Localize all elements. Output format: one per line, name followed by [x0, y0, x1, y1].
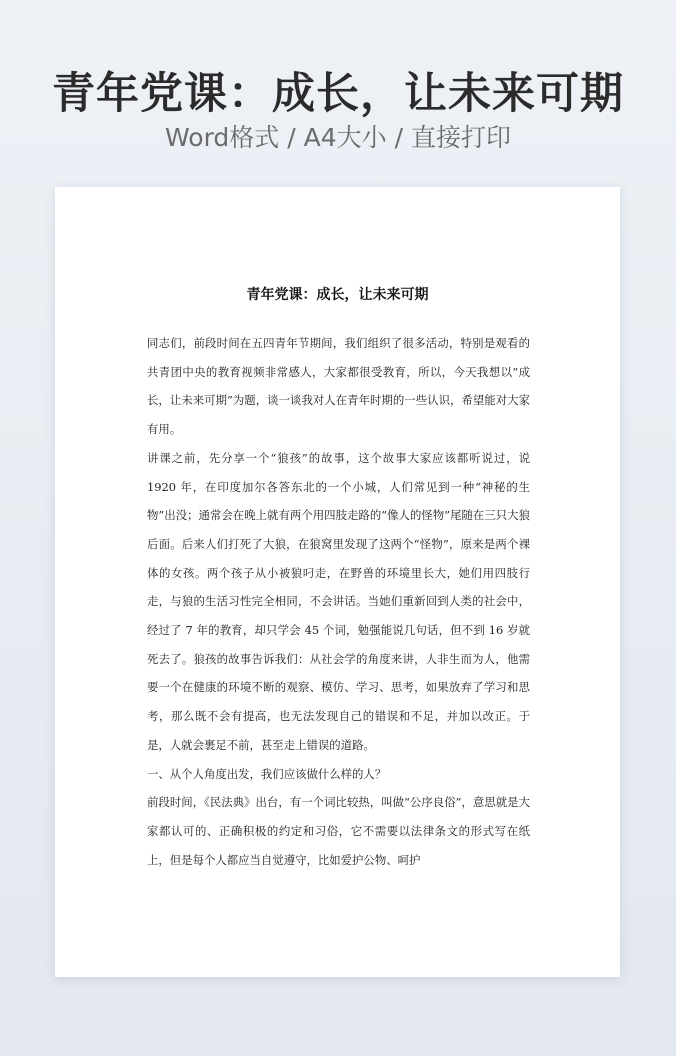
- document-title: 青年党课：成长，让未来可期: [246, 287, 429, 303]
- section-heading: 一、从个人角度出发，我们应该做什么样的人？: [147, 766, 387, 781]
- document-page: [55, 187, 620, 977]
- paragraph-civil-code: 前段时间，《民法典》出台，有一个词比较热，叫做“公序良俗”，意思就是大家都认可的、正确积极的约定和习俗，它不需要以法律条文的形式写在纸上，但是每个人都应当自觉遵守，比如爱护公物、呵护: [147, 795, 530, 867]
- document-body: [147, 329, 530, 874]
- banner-subtitle: Word格式 / A4大小 / 直接打印: [165, 123, 511, 152]
- paragraph-wolf-child-story: 讲课之前，先分享一个“狼孩”的故事，这个故事大家应该都听说过，说 1920 年，在印度加尔各答东北的一个小城，人们常见到一种“神秘的生物”出没；通常会在晚上就有两个用四肢走路的“像人的怪物”尾随在三只大狼后面。后来人们打死了大狼，在狼窝里发现了这两个“怪物”，原来是两个裸体的女孩。两个孩子从小被狼叼走，在野兽的环境里长大，她们用四肢行走，与狼的生活习性完全相同，不会讲话。当她们重新回到人类的社会中，经过了 7 年的教育，却只学会 45 个词，勉强能说几句话，但不到 16 岁就死去了。狼孩的故事告诉我们：从社会学的角度来讲，人非生而为人，他需要一个在健康的环境不断的观察、模仿、学习、思考，如果放弃了学习和思考，那么既不会有提高，也无法发现自己的错误和不足，并加以改正。于是，人就会裹足不前，甚至走上错误的道路。: [147, 450, 530, 752]
- banner-title: 青年党课：成长，让未来可期: [52, 69, 624, 119]
- paragraph-intro: 同志们，前段时间在五四青年节期间，我们组织了很多活动，特别是观看的共青团中央的教育视频非常感人，大家都很受教育，所以，今天我想以“成长，让未来可期”为题，谈一谈我对人在青年时期的一些认识，希望能对大家有用。: [147, 336, 530, 437]
